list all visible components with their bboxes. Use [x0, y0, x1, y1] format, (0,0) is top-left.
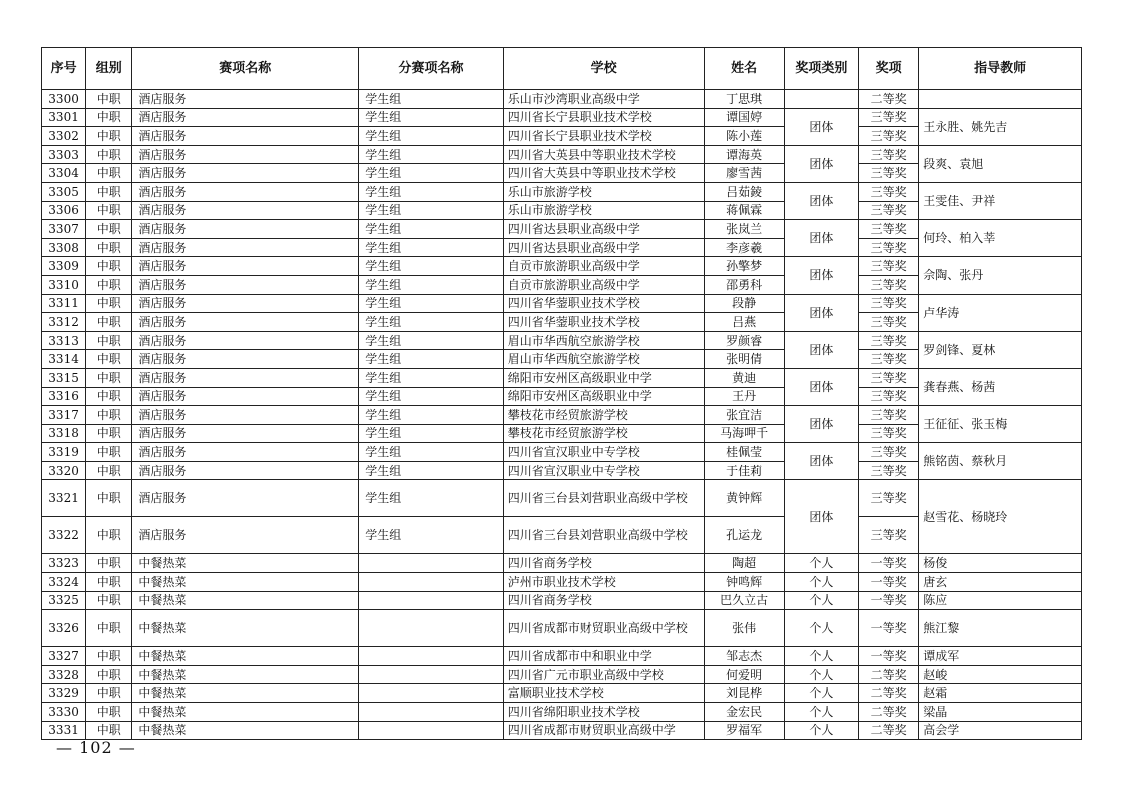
- group-cell: 中职: [86, 721, 132, 740]
- school-cell: 泸州市职业技术学校: [503, 573, 704, 592]
- group-cell: 中职: [86, 127, 132, 146]
- event-name-cell: 酒店服务: [132, 350, 359, 369]
- group-cell: 中职: [86, 164, 132, 183]
- sub-event-cell: 学生组: [359, 127, 504, 146]
- teacher-cell: 谭成军: [919, 647, 1082, 666]
- student-name-cell: 陈小莲: [704, 127, 784, 146]
- award-category-cell: 个人: [784, 703, 858, 722]
- header-cell: 姓名: [704, 48, 784, 90]
- teacher-cell: 罗剑锋、夏林: [919, 331, 1082, 368]
- serial-number-cell: 3318: [42, 424, 86, 443]
- school-cell: 四川省华蓥职业技术学校: [503, 313, 704, 332]
- serial-number-cell: 3304: [42, 164, 86, 183]
- event-name-cell: 酒店服务: [132, 145, 359, 164]
- student-name-cell: 巴久立古: [704, 591, 784, 610]
- school-cell: 四川省商务学校: [503, 554, 704, 573]
- award-category-cell: 团体: [784, 145, 858, 182]
- school-cell: 富顺职业技术学校: [503, 684, 704, 703]
- award-category-cell: 团体: [784, 368, 858, 405]
- event-name-cell: 酒店服务: [132, 257, 359, 276]
- sub-event-cell: 学生组: [359, 275, 504, 294]
- school-cell: 四川省大英县中等职业技术学校: [503, 145, 704, 164]
- school-cell: 眉山市华西航空旅游学校: [503, 350, 704, 369]
- student-name-cell: 蒋佩霖: [704, 201, 784, 220]
- sub-event-cell: 学生组: [359, 145, 504, 164]
- table-row: [42, 406, 1082, 425]
- table-row: [42, 331, 1082, 350]
- award-category-cell: 团体: [784, 480, 858, 554]
- award-cell: 三等奖: [859, 461, 919, 480]
- teacher-cell: 高会学: [919, 721, 1082, 740]
- serial-number-cell: 3322: [42, 517, 86, 554]
- school-cell: 乐山市旅游学校: [503, 201, 704, 220]
- award-cell: 三等奖: [859, 443, 919, 462]
- table-row: [42, 480, 1082, 517]
- teacher-cell: 梁晶: [919, 703, 1082, 722]
- award-cell: 三等奖: [859, 275, 919, 294]
- student-name-cell: 罗颜睿: [704, 331, 784, 350]
- school-cell: 四川省达县职业高级中学: [503, 238, 704, 257]
- school-cell: 四川省达县职业高级中学: [503, 220, 704, 239]
- teacher-cell: [919, 90, 1082, 109]
- serial-number-cell: 3306: [42, 201, 86, 220]
- event-name-cell: 酒店服务: [132, 443, 359, 462]
- event-name-cell: 酒店服务: [132, 182, 359, 201]
- event-name-cell: 酒店服务: [132, 461, 359, 480]
- sub-event-cell: [359, 684, 504, 703]
- sub-event-cell: 学生组: [359, 201, 504, 220]
- student-name-cell: 张伟: [704, 610, 784, 647]
- student-name-cell: 张宜洁: [704, 406, 784, 425]
- group-cell: 中职: [86, 387, 132, 406]
- group-cell: 中职: [86, 182, 132, 201]
- table-row: [42, 90, 1082, 109]
- school-cell: 攀枝花市经贸旅游学校: [503, 424, 704, 443]
- teacher-cell: 王永胜、姚先吉: [919, 108, 1082, 145]
- event-name-cell: 中餐热菜: [132, 610, 359, 647]
- award-cell: 三等奖: [859, 517, 919, 554]
- student-name-cell: 金宏民: [704, 703, 784, 722]
- sub-event-cell: 学生组: [359, 461, 504, 480]
- serial-number-cell: 3331: [42, 721, 86, 740]
- award-cell: 三等奖: [859, 294, 919, 313]
- sub-event-cell: 学生组: [359, 406, 504, 425]
- school-cell: 四川省宣汉职业中专学校: [503, 461, 704, 480]
- group-cell: 中职: [86, 443, 132, 462]
- event-name-cell: 酒店服务: [132, 331, 359, 350]
- event-name-cell: 酒店服务: [132, 238, 359, 257]
- award-cell: 三等奖: [859, 238, 919, 257]
- group-cell: 中职: [86, 331, 132, 350]
- group-cell: 中职: [86, 220, 132, 239]
- header-row: [42, 48, 1082, 90]
- serial-number-cell: 3330: [42, 703, 86, 722]
- teacher-cell: 何玲、柏入莘: [919, 220, 1082, 257]
- group-cell: 中职: [86, 257, 132, 276]
- serial-number-cell: 3301: [42, 108, 86, 127]
- event-name-cell: 中餐热菜: [132, 554, 359, 573]
- table-row: [42, 257, 1082, 276]
- school-cell: 四川省长宁县职业技术学校: [503, 108, 704, 127]
- header-cell: 指导教师: [919, 48, 1082, 90]
- event-name-cell: 中餐热菜: [132, 703, 359, 722]
- group-cell: 中职: [86, 461, 132, 480]
- award-category-cell: 个人: [784, 554, 858, 573]
- award-category-cell: 个人: [784, 573, 858, 592]
- sub-event-cell: 学生组: [359, 164, 504, 183]
- sub-event-cell: 学生组: [359, 257, 504, 276]
- school-cell: 四川省成都市财贸职业高级中学校: [503, 610, 704, 647]
- event-name-cell: 酒店服务: [132, 108, 359, 127]
- event-name-cell: 中餐热菜: [132, 684, 359, 703]
- teacher-cell: 熊江黎: [919, 610, 1082, 647]
- table-row: [42, 721, 1082, 740]
- event-name-cell: 中餐热菜: [132, 591, 359, 610]
- group-cell: 中职: [86, 406, 132, 425]
- serial-number-cell: 3324: [42, 573, 86, 592]
- teacher-cell: 杨俊: [919, 554, 1082, 573]
- award-category-cell: 团体: [784, 331, 858, 368]
- award-cell: 二等奖: [859, 703, 919, 722]
- event-name-cell: 酒店服务: [132, 275, 359, 294]
- school-cell: 四川省三台县刘营职业高级中学校: [503, 517, 704, 554]
- teacher-cell: 王雯佳、尹祥: [919, 182, 1082, 219]
- header-cell: 赛项名称: [132, 48, 359, 90]
- table-row: [42, 294, 1082, 313]
- award-cell: 一等奖: [859, 591, 919, 610]
- award-category-cell: 团体: [784, 182, 858, 219]
- event-name-cell: 酒店服务: [132, 127, 359, 146]
- award-category-cell: 个人: [784, 684, 858, 703]
- table-row: [42, 443, 1082, 462]
- header-cell: 组别: [86, 48, 132, 90]
- award-category-cell: 个人: [784, 647, 858, 666]
- award-cell: 一等奖: [859, 554, 919, 573]
- school-cell: 绵阳市安州区高级职业中学: [503, 387, 704, 406]
- serial-number-cell: 3312: [42, 313, 86, 332]
- group-cell: 中职: [86, 480, 132, 517]
- school-cell: 四川省商务学校: [503, 591, 704, 610]
- serial-number-cell: 3311: [42, 294, 86, 313]
- award-category-cell: 个人: [784, 610, 858, 647]
- group-cell: 中职: [86, 610, 132, 647]
- award-cell: 一等奖: [859, 610, 919, 647]
- sub-event-cell: [359, 591, 504, 610]
- event-name-cell: 酒店服务: [132, 517, 359, 554]
- serial-number-cell: 3320: [42, 461, 86, 480]
- award-cell: 三等奖: [859, 220, 919, 239]
- award-cell: 三等奖: [859, 201, 919, 220]
- sub-event-cell: 学生组: [359, 238, 504, 257]
- award-category-cell: 个人: [784, 591, 858, 610]
- sub-event-cell: 学生组: [359, 387, 504, 406]
- group-cell: 中职: [86, 554, 132, 573]
- sub-event-cell: 学生组: [359, 294, 504, 313]
- sub-event-cell: [359, 703, 504, 722]
- school-cell: 四川省广元市职业高级中学校: [503, 665, 704, 684]
- serial-number-cell: 3321: [42, 480, 86, 517]
- teacher-cell: 熊铭茵、蔡秋月: [919, 443, 1082, 480]
- award-category-cell: 团体: [784, 108, 858, 145]
- sub-event-cell: 学生组: [359, 424, 504, 443]
- group-cell: 中职: [86, 90, 132, 109]
- event-name-cell: 酒店服务: [132, 164, 359, 183]
- award-cell: 三等奖: [859, 164, 919, 183]
- student-name-cell: 谭海英: [704, 145, 784, 164]
- student-name-cell: 孔运龙: [704, 517, 784, 554]
- header-cell: 奖项: [859, 48, 919, 90]
- award-cell: 三等奖: [859, 108, 919, 127]
- student-name-cell: 陶超: [704, 554, 784, 573]
- student-name-cell: 黄钟辉: [704, 480, 784, 517]
- table-row: [42, 591, 1082, 610]
- award-cell: 一等奖: [859, 573, 919, 592]
- student-name-cell: 张明倩: [704, 350, 784, 369]
- student-name-cell: 王丹: [704, 387, 784, 406]
- award-cell: 三等奖: [859, 406, 919, 425]
- student-name-cell: 谭国婷: [704, 108, 784, 127]
- serial-number-cell: 3314: [42, 350, 86, 369]
- serial-number-cell: 3317: [42, 406, 86, 425]
- award-cell: 三等奖: [859, 313, 919, 332]
- serial-number-cell: 3310: [42, 275, 86, 294]
- teacher-cell: 赵霜: [919, 684, 1082, 703]
- group-cell: 中职: [86, 424, 132, 443]
- event-name-cell: 中餐热菜: [132, 647, 359, 666]
- teacher-cell: 佘陶、张丹: [919, 257, 1082, 294]
- sub-event-cell: [359, 647, 504, 666]
- award-category-cell: 团体: [784, 443, 858, 480]
- teacher-cell: 王征征、张玉梅: [919, 406, 1082, 443]
- teacher-cell: 卢华涛: [919, 294, 1082, 331]
- table-row: [42, 368, 1082, 387]
- award-table: [41, 47, 1082, 740]
- serial-number-cell: 3325: [42, 591, 86, 610]
- table-row: [42, 610, 1082, 647]
- award-cell: 二等奖: [859, 90, 919, 109]
- student-name-cell: 张岚兰: [704, 220, 784, 239]
- header-cell: 分赛项名称: [359, 48, 504, 90]
- sub-event-cell: 学生组: [359, 443, 504, 462]
- sub-event-cell: [359, 610, 504, 647]
- event-name-cell: 酒店服务: [132, 368, 359, 387]
- table-row: [42, 647, 1082, 666]
- student-name-cell: 邵勇科: [704, 275, 784, 294]
- student-name-cell: 廖雪茜: [704, 164, 784, 183]
- group-cell: 中职: [86, 201, 132, 220]
- award-cell: 三等奖: [859, 331, 919, 350]
- sub-event-cell: [359, 665, 504, 684]
- serial-number-cell: 3316: [42, 387, 86, 406]
- event-name-cell: 酒店服务: [132, 406, 359, 425]
- table-row: [42, 573, 1082, 592]
- award-cell: 三等奖: [859, 350, 919, 369]
- serial-number-cell: 3315: [42, 368, 86, 387]
- award-category-cell: 个人: [784, 721, 858, 740]
- student-name-cell: 段静: [704, 294, 784, 313]
- award-category-cell: [784, 90, 858, 109]
- award-category-cell: 团体: [784, 257, 858, 294]
- school-cell: 四川省成都市财贸职业高级中学: [503, 721, 704, 740]
- student-name-cell: 于佳莉: [704, 461, 784, 480]
- student-name-cell: 马海呷千: [704, 424, 784, 443]
- group-cell: 中职: [86, 368, 132, 387]
- school-cell: 四川省宣汉职业中专学校: [503, 443, 704, 462]
- serial-number-cell: 3303: [42, 145, 86, 164]
- school-cell: 自贡市旅游职业高级中学: [503, 257, 704, 276]
- school-cell: 四川省绵阳职业技术学校: [503, 703, 704, 722]
- student-name-cell: 吕茹錂: [704, 182, 784, 201]
- group-cell: 中职: [86, 108, 132, 127]
- group-cell: 中职: [86, 517, 132, 554]
- group-cell: 中职: [86, 238, 132, 257]
- serial-number-cell: 3302: [42, 127, 86, 146]
- event-name-cell: 中餐热菜: [132, 573, 359, 592]
- table-row: [42, 703, 1082, 722]
- award-category-cell: 团体: [784, 220, 858, 257]
- student-name-cell: 黄迪: [704, 368, 784, 387]
- award-category-cell: 团体: [784, 406, 858, 443]
- student-name-cell: 李彦羲: [704, 238, 784, 257]
- student-name-cell: 刘昆桦: [704, 684, 784, 703]
- teacher-cell: 赵峻: [919, 665, 1082, 684]
- group-cell: 中职: [86, 647, 132, 666]
- sub-event-cell: 学生组: [359, 480, 504, 517]
- sub-event-cell: 学生组: [359, 368, 504, 387]
- group-cell: 中职: [86, 145, 132, 164]
- school-cell: 四川省大英县中等职业技术学校: [503, 164, 704, 183]
- school-cell: 自贡市旅游职业高级中学: [503, 275, 704, 294]
- student-name-cell: 钟鸣辉: [704, 573, 784, 592]
- event-name-cell: 酒店服务: [132, 90, 359, 109]
- sub-event-cell: 学生组: [359, 313, 504, 332]
- table-row: [42, 684, 1082, 703]
- group-cell: 中职: [86, 350, 132, 369]
- student-name-cell: 吕燕: [704, 313, 784, 332]
- group-cell: 中职: [86, 573, 132, 592]
- header-cell: 奖项类别: [784, 48, 858, 90]
- award-cell: 三等奖: [859, 424, 919, 443]
- serial-number-cell: 3309: [42, 257, 86, 276]
- school-cell: 四川省成都市中和职业中学: [503, 647, 704, 666]
- serial-number-cell: 3313: [42, 331, 86, 350]
- student-name-cell: 桂佩莹: [704, 443, 784, 462]
- student-name-cell: 邹志杰: [704, 647, 784, 666]
- award-cell: 二等奖: [859, 665, 919, 684]
- table-row: [42, 554, 1082, 573]
- award-cell: 三等奖: [859, 387, 919, 406]
- event-name-cell: 中餐热菜: [132, 721, 359, 740]
- award-cell: 三等奖: [859, 368, 919, 387]
- award-cell: 一等奖: [859, 647, 919, 666]
- student-name-cell: 罗福军: [704, 721, 784, 740]
- sub-event-cell: 学生组: [359, 331, 504, 350]
- sub-event-cell: 学生组: [359, 108, 504, 127]
- sub-event-cell: 学生组: [359, 517, 504, 554]
- school-cell: 四川省长宁县职业技术学校: [503, 127, 704, 146]
- event-name-cell: 酒店服务: [132, 480, 359, 517]
- event-name-cell: 酒店服务: [132, 424, 359, 443]
- serial-number-cell: 3329: [42, 684, 86, 703]
- event-name-cell: 酒店服务: [132, 201, 359, 220]
- event-name-cell: 中餐热菜: [132, 665, 359, 684]
- group-cell: 中职: [86, 275, 132, 294]
- teacher-cell: 陈应: [919, 591, 1082, 610]
- event-name-cell: 酒店服务: [132, 387, 359, 406]
- award-cell: 三等奖: [859, 145, 919, 164]
- serial-number-cell: 3327: [42, 647, 86, 666]
- table-row: [42, 145, 1082, 164]
- group-cell: 中职: [86, 703, 132, 722]
- award-cell: 二等奖: [859, 684, 919, 703]
- serial-number-cell: 3305: [42, 182, 86, 201]
- teacher-cell: 龚春燕、杨茜: [919, 368, 1082, 405]
- table-row: [42, 108, 1082, 127]
- sub-event-cell: [359, 721, 504, 740]
- award-cell: 三等奖: [859, 257, 919, 276]
- group-cell: 中职: [86, 684, 132, 703]
- table-row: [42, 220, 1082, 239]
- award-cell: 三等奖: [859, 182, 919, 201]
- sub-event-cell: 学生组: [359, 90, 504, 109]
- student-name-cell: 丁思琪: [704, 90, 784, 109]
- event-name-cell: 酒店服务: [132, 313, 359, 332]
- award-cell: 三等奖: [859, 127, 919, 146]
- school-cell: 眉山市华西航空旅游学校: [503, 331, 704, 350]
- sub-event-cell: 学生组: [359, 350, 504, 369]
- sub-event-cell: 学生组: [359, 182, 504, 201]
- school-cell: 四川省三台县刘营职业高级中学校: [503, 480, 704, 517]
- award-category-cell: 团体: [784, 294, 858, 331]
- sub-event-cell: [359, 573, 504, 592]
- page-number: — 102 —: [56, 738, 136, 757]
- school-cell: 绵阳市安州区高级职业中学: [503, 368, 704, 387]
- serial-number-cell: 3308: [42, 238, 86, 257]
- award-cell: 二等奖: [859, 721, 919, 740]
- teacher-cell: 赵雪花、杨晓玲: [919, 480, 1082, 554]
- school-cell: 四川省华蓥职业技术学校: [503, 294, 704, 313]
- serial-number-cell: 3326: [42, 610, 86, 647]
- serial-number-cell: 3328: [42, 665, 86, 684]
- teacher-cell: 唐玄: [919, 573, 1082, 592]
- table-row: [42, 182, 1082, 201]
- table-row: [42, 665, 1082, 684]
- award-category-cell: 个人: [784, 665, 858, 684]
- header-cell: 序号: [42, 48, 86, 90]
- school-cell: 乐山市旅游学校: [503, 182, 704, 201]
- group-cell: 中职: [86, 665, 132, 684]
- school-cell: 攀枝花市经贸旅游学校: [503, 406, 704, 425]
- teacher-cell: 段爽、袁旭: [919, 145, 1082, 182]
- group-cell: 中职: [86, 591, 132, 610]
- sub-event-cell: 学生组: [359, 220, 504, 239]
- award-cell: 三等奖: [859, 480, 919, 517]
- group-cell: 中职: [86, 313, 132, 332]
- group-cell: 中职: [86, 294, 132, 313]
- school-cell: 乐山市沙湾职业高级中学: [503, 90, 704, 109]
- event-name-cell: 酒店服务: [132, 294, 359, 313]
- serial-number-cell: 3300: [42, 90, 86, 109]
- sub-event-cell: [359, 554, 504, 573]
- event-name-cell: 酒店服务: [132, 220, 359, 239]
- header-cell: 学校: [503, 48, 704, 90]
- student-name-cell: 孙擎梦: [704, 257, 784, 276]
- serial-number-cell: 3319: [42, 443, 86, 462]
- serial-number-cell: 3307: [42, 220, 86, 239]
- student-name-cell: 何爱明: [704, 665, 784, 684]
- serial-number-cell: 3323: [42, 554, 86, 573]
